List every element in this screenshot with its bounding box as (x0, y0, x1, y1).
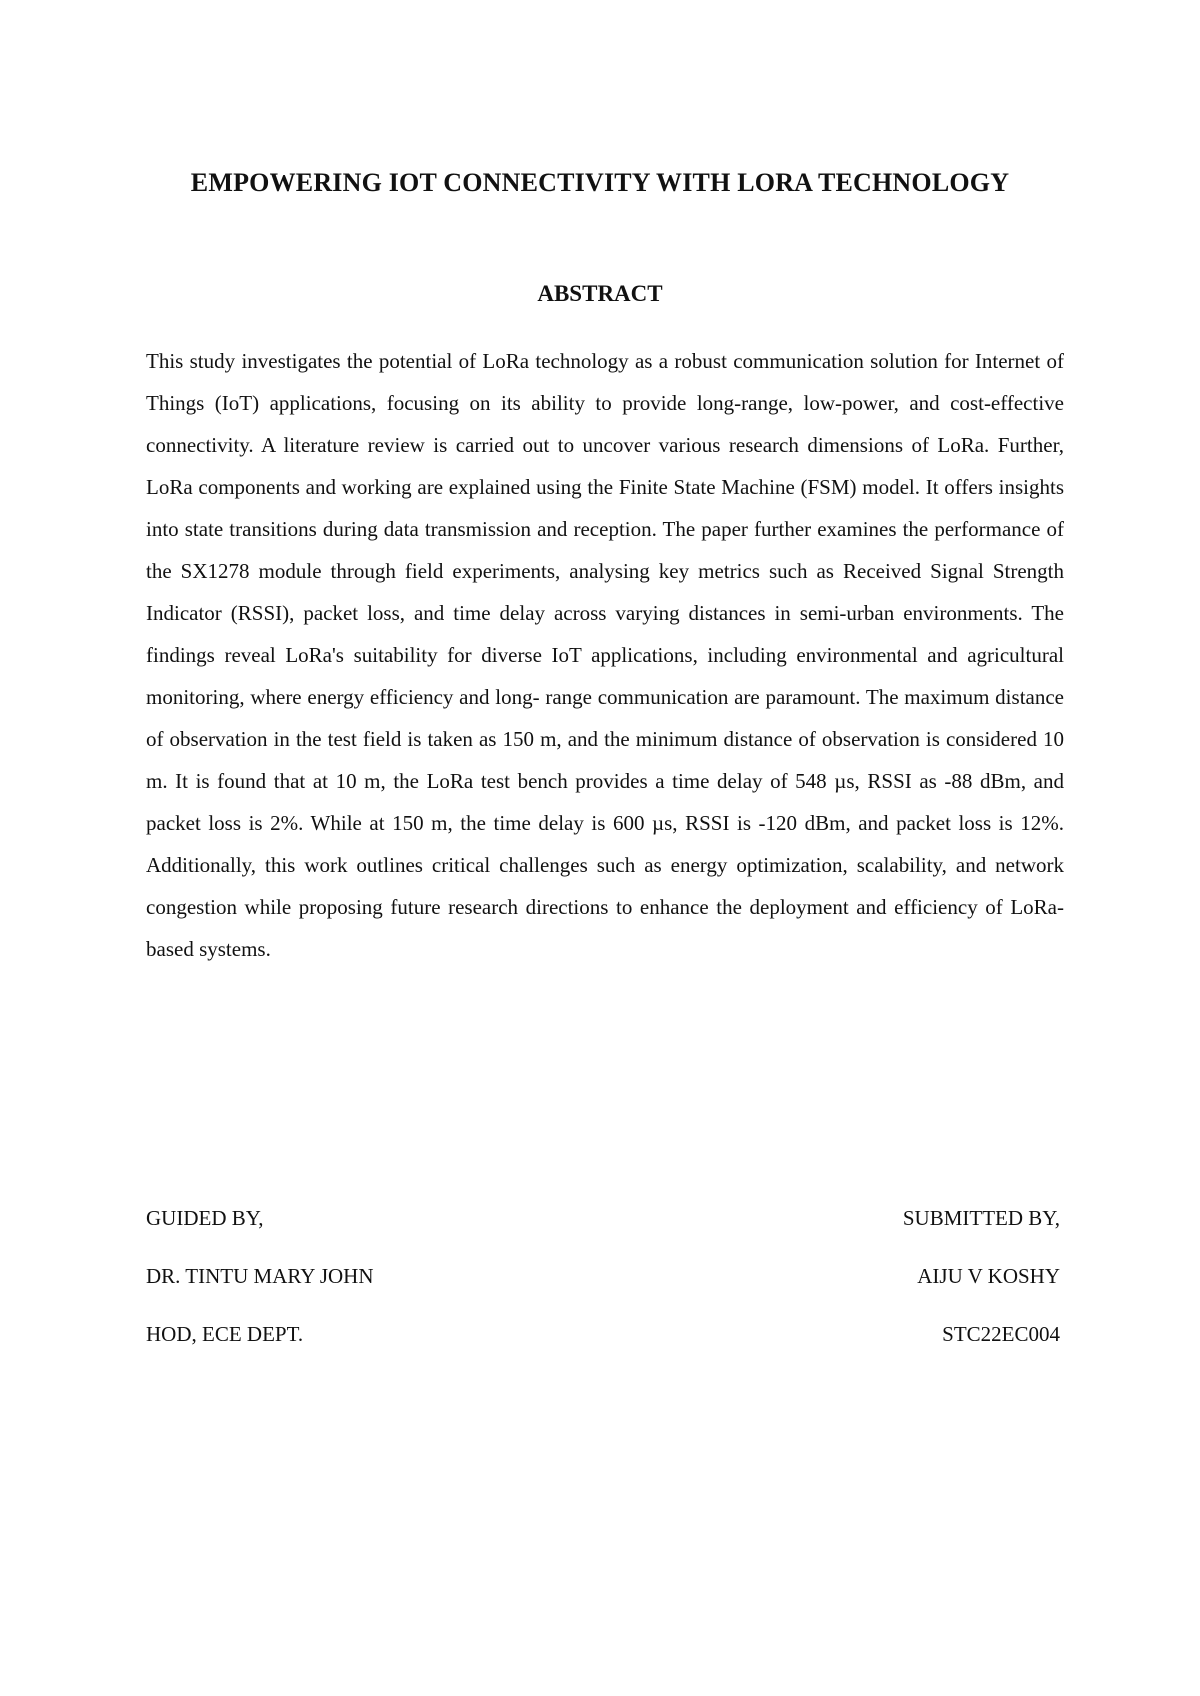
abstract-text: This study investigates the potential of LoRa technology as a robust communication solution for Internet of Things (IoT) applications, focusing on its ability to provide long-range, low-power, and cost-effective connectivity. A literature review is carried out to uncover various research dimensions of LoRa. Further, LoRa components and working are explained using the Finite State Machine (FSM) model. It offers insights into state transitions during data transmission and reception. The paper further examines the performance of the SX1278 module through field experiments, analysing key metrics such as Received Signal Strength Indicator (RSSI), packet loss, and time delay across varying distances in semi-urban environments. The findings reveal LoRa's suitability for diverse IoT applications, including environmental and agricultural monitoring, where energy efficiency and long- range communication are paramount. The maximum distance of observation in the test field is taken as 150 m, and the minimum distance of observation is considered 10 m. It is found that at 10 m, the LoRa test bench provides a time delay of 548 µs, RSSI as -88 dBm, and packet loss is 2%. While at 150 m, the time delay is 600 µs, RSSI is -120 dBm, and packet loss is 12%. Additionally, this work outlines critical challenges such as energy optimization, scalability, and network congestion while proposing future research directions to enhance the deployment and efficiency of LoRa-based systems. (146, 349, 1064, 961)
signature-details-row (146, 1314, 1064, 1354)
student-name: AIJU V KOSHY (917, 1264, 1060, 1288)
document-title: EMPOWERING IOT CONNECTIVITY WITH LORA TECHNOLOGY (190, 168, 1010, 197)
student-id: STC22EC004 (942, 1322, 1060, 1346)
guided-by-label: GUIDED BY, (146, 1206, 264, 1230)
signature-labels-row (146, 1198, 1064, 1238)
guide-designation: HOD, ECE DEPT. (146, 1322, 304, 1346)
submitted-by-label: SUBMITTED BY, (902, 1206, 1060, 1230)
abstract-heading: ABSTRACT (537, 281, 663, 306)
signature-names-row (146, 1256, 1064, 1296)
guide-name: DR. TINTU MARY JOHN (146, 1264, 374, 1288)
